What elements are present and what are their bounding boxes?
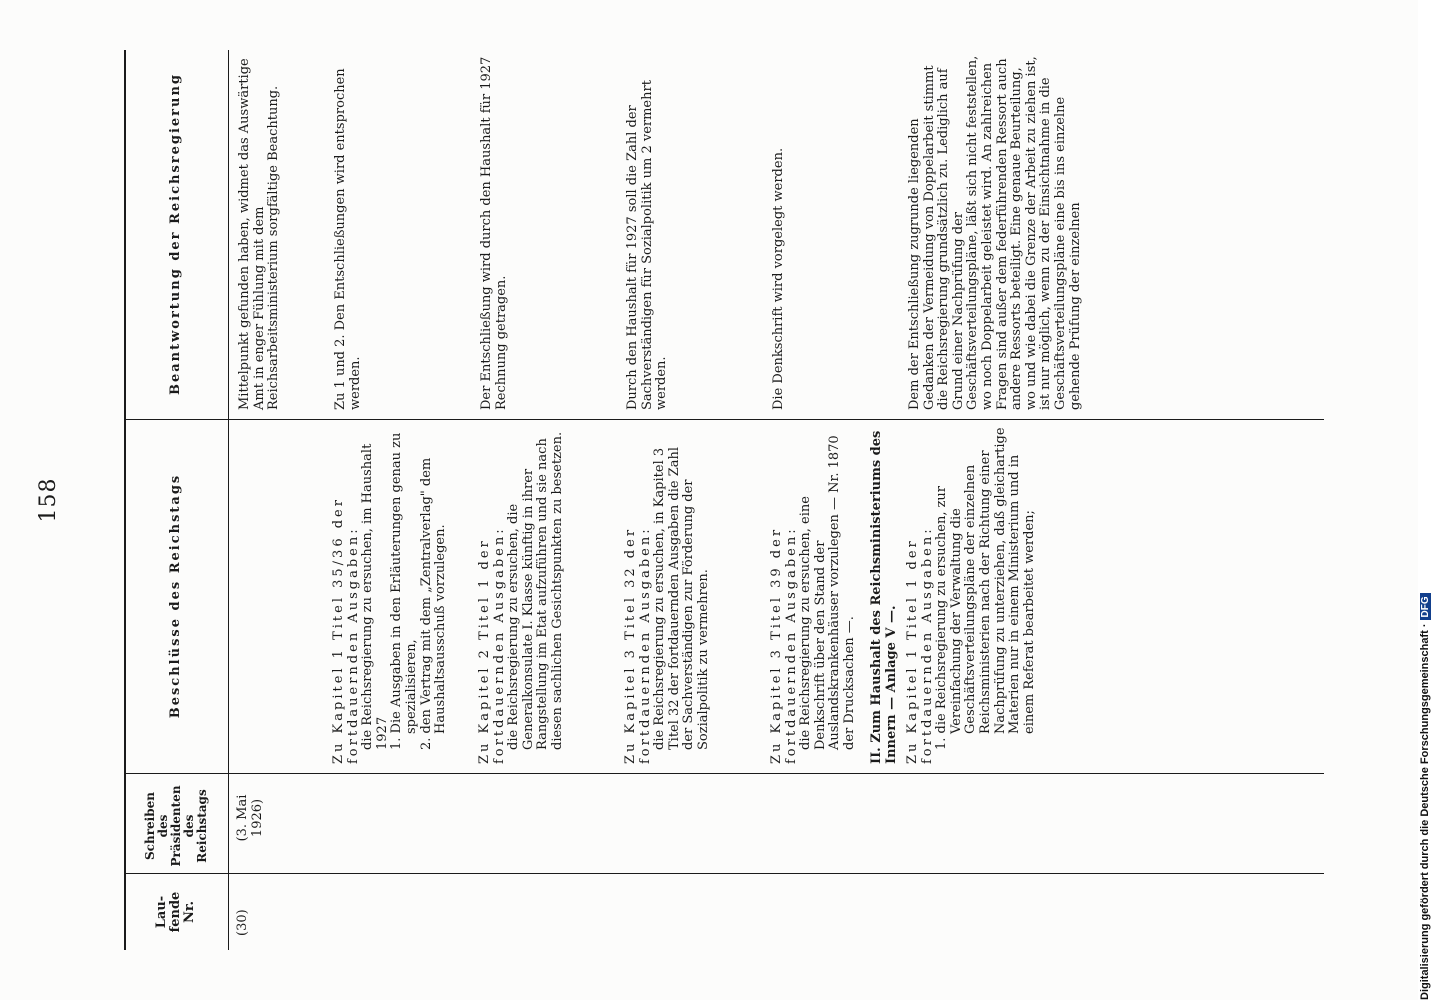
header-schreiben: Schreiben des Präsidenten des Reichstags — [142, 785, 209, 867]
resolution-heading: Zu Kapitel 1 Titel 1 der fortdauernden Ausgaben: — [905, 526, 935, 764]
header-beschluesse: Beschlüsse des Reichstags — [168, 473, 183, 719]
resolution-item-1: 1. die Reichsregierung zu ersuchen, zur Vereinfachung der Verwaltung die Geschäftsverteilungspläne der einzelnen Reichsministerien nach der Richtung einer Nachprüfung zu unterziehen, daß gleichartige Materien nur in einem Ministerium und in einem Referat bearbeitet werden; — [934, 427, 1037, 750]
answer-row-1: Zu 1 und 2. Den Entschließungen wird entsprochen werden. — [333, 68, 363, 410]
page-number: 158 — [36, 477, 61, 523]
column-rule-2 — [124, 773, 1324, 774]
answer-continuation: Mittelpunkt gefunden haben, widmet das Auswärtige Amt in enger Fühlung mit dem Reichsarbeitsministerium sorgfältige Beachtung. — [237, 58, 282, 410]
column-rule-1 — [124, 873, 1324, 874]
entry-date: (3. Mai 1926) — [235, 794, 265, 842]
resolution-item-1: 1. Die Ausgaben in den Erläuterungen genau zu spezialisieren, — [389, 432, 419, 750]
resolution-heading: Zu Kapitel 2 Titel 1 der fortdauernden Ausgaben: — [477, 526, 507, 764]
resolution-row-1 — [332, 426, 449, 764]
column-rule-3 — [124, 419, 1324, 420]
resolution-body: die Reichsregierung zu ersuchen, in Kapitel 3 Titel 32 der fortdauernden Ausgaben die Zahl der Sachverständigen zur Förderung der Sozialpolitik zu vermehren. — [652, 446, 711, 750]
header-bottom-rule — [228, 50, 229, 950]
resolution-body: die Reichsregierung zu ersuchen, die Generalkonsulate I. Klasse künftig in ihrer Rangstellung im Etat aufzuführen und sie nach diesen sachlichen Gesichtspunkten zu besetzen. — [506, 431, 565, 750]
resolution-row-3 — [624, 426, 712, 764]
resolution-body: die Reichsregierung zu ersuchen, im Haushalt 1927 — [360, 443, 390, 750]
header-beantwortung: Beantwortung der Reichsregierung — [168, 72, 183, 396]
answer-row-2: Der Entschließung wird durch den Haushalt für 1927 Rechnung getragen. — [479, 56, 509, 410]
header-lfd-nr: Lau- fende Nr. — [154, 891, 197, 933]
resolution-row-4 — [770, 426, 858, 764]
resolution-body: die Reichsregierung zu ersuchen, eine Denkschrift über den Stand der Auslandskrankenhäuser vorzulegen — Nr. 1870 der Drucksachen —. — [798, 435, 857, 750]
resolution-heading: Zu Kapitel 3 Titel 32 der fortdauernden Ausgaben: — [623, 526, 653, 764]
table-top-rule — [124, 50, 126, 950]
resolution-heading: Zu Kapitel 3 Titel 39 der fortdauernden Ausgaben: — [769, 526, 799, 764]
credit-text: Digitalisierung gefördert durch die Deutsche Forschungsgemeinschaft · — [1419, 623, 1431, 1000]
rotated-table-page — [36, 50, 1380, 950]
resolution-item-2: 2. den Vertrag mit dem „Zentralverlag" dem Haushaltsausschuß vorzulegen. — [418, 457, 449, 750]
answer-row-4: Die Denkschrift wird vorgelegt werden. — [771, 147, 786, 410]
dfg-logo: DFG — [1420, 593, 1431, 620]
section-heading: II. Zum Haushalt des Reichsministeriums des Innern — Anlage V —. — [869, 430, 899, 764]
resolution-last-row — [906, 426, 1037, 764]
answer-row-3: Durch den Haushalt für 1927 soll die Zahl der Sachverständigen für Sozialpolitik um 2 vermehrt werden. — [625, 80, 670, 410]
resolution-row-2 — [478, 426, 566, 764]
entry-number: (30) — [235, 909, 250, 936]
resolution-heading: Zu Kapitel 1 Titel 35/36 der fortdauernden Ausgaben: — [331, 497, 361, 764]
answer-last-row: Dem der Entschließung zugrunde liegenden Gedanken der Vermeidung von Doppelarbeit stimmt die Reichsregierung grundsätzlich zu. Lediglich auf Grund einer Nachprüfung der Geschäftsverteilungspläne, läßt sich nicht feststellen, wo noch Doppelarbeit geleistet wird. An zahlreichen Fragen sind außer dem federführenden Ressort auch andere Ressorts beteiligt. Eine genaue Beurteilung, wo und wie dabei die Grenze der Arbeit zu ziehen ist, ist nur möglich, wenn zu der Einsichtnahme in die Geschäftsverteilungspläne eine bis ins einzelne gehende Prüfung der einzelnen — [907, 55, 1083, 410]
digitization-credit — [1417, 0, 1433, 1000]
